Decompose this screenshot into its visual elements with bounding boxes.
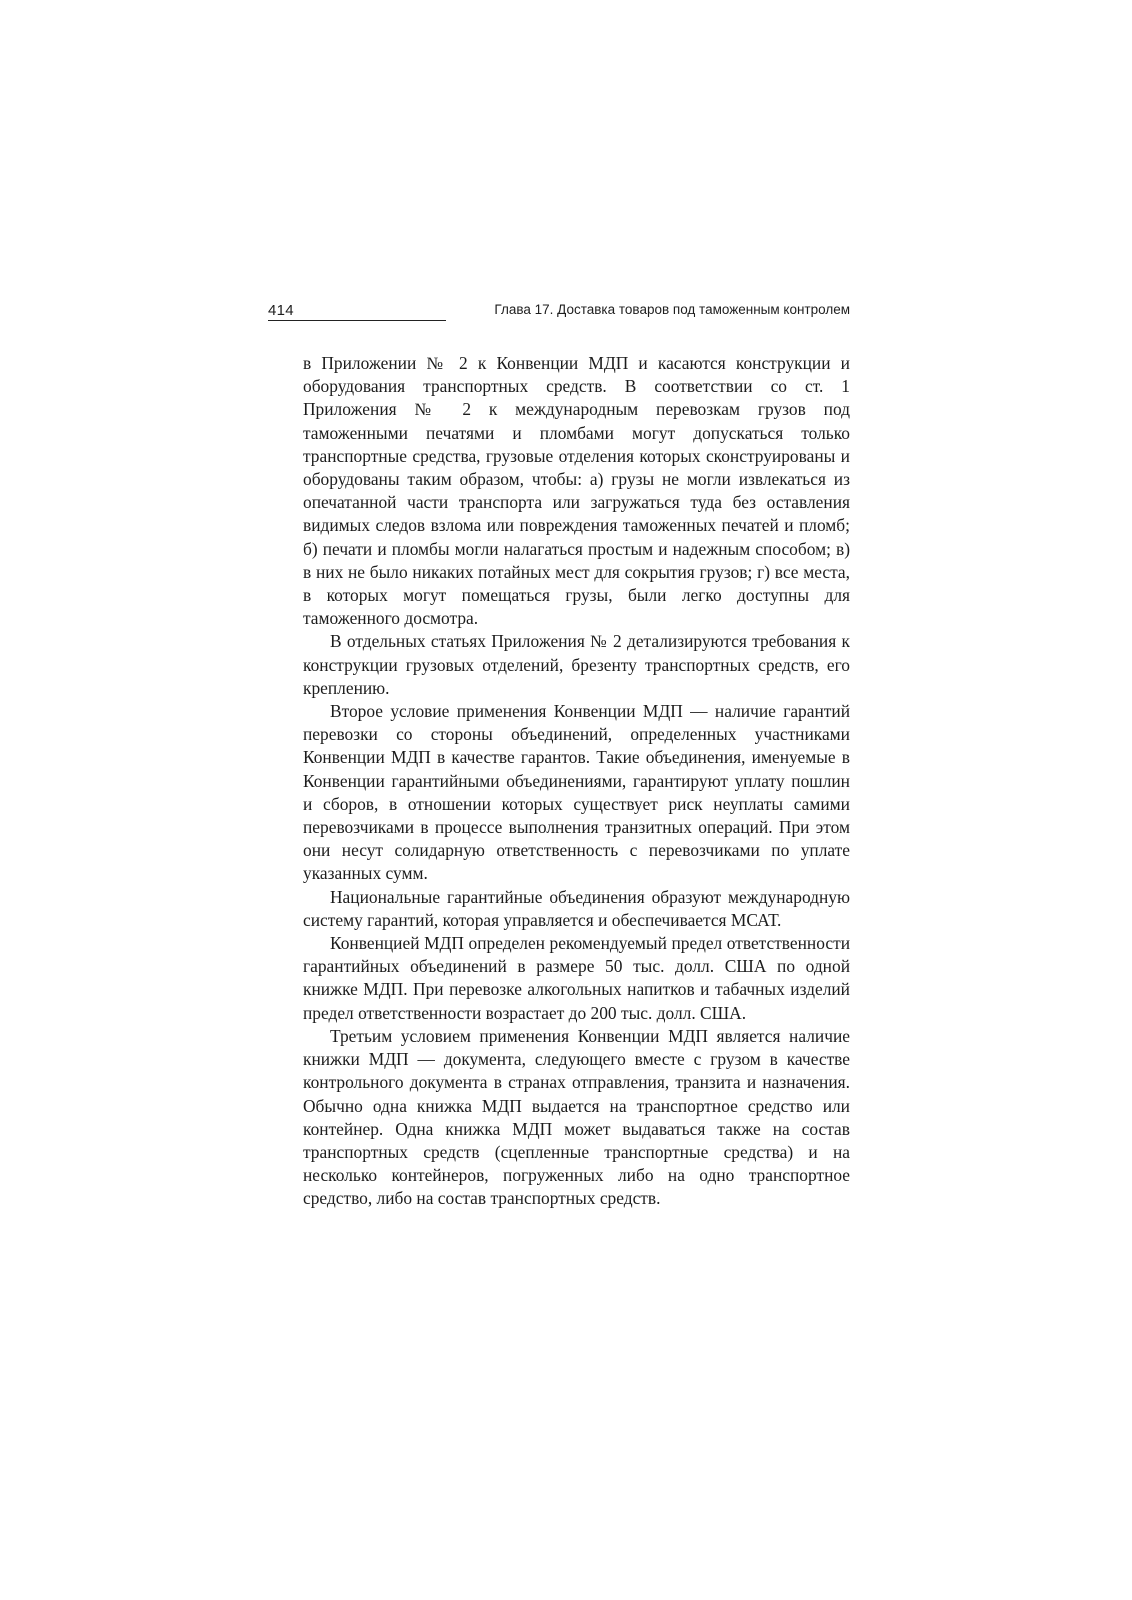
paragraph: Конвенцией МДП определен рекомендуемый предел ответственности гарантийных объединений в размере 50 тыс. долл. США по одной книжке МДП. При перевозке алкогольных напитков и табачных изделий предел ответственности возрастает до 200 тыс. долл. США.	[303, 933, 850, 1023]
header-rule	[268, 320, 446, 321]
paragraph: В отдельных статьях Приложения № 2 детализируются требования к конструкции грузовых отделений, брезенту транспортных средств, его креплению.	[303, 631, 850, 698]
page-number: 414	[268, 302, 294, 319]
running-header	[268, 298, 850, 322]
paragraph: Второе условие применения Конвенции МДП — наличие гарантий перевозки со стороны объединений, определенных участниками Конвенции МДП в качестве гарантов. Такие объединения, именуемые в Конвенции гарантийными объединениями, гарантируют уплату пошлин и сборов, в отношении которых существует риск неуплаты самими перевозчиками в процессе выполнения транзитных операций. При этом они несут солидарную ответственность с перевозчиками по уплате указанных сумм.	[303, 701, 850, 884]
chapter-title: Глава 17. Доставка товаров под таможенным контролем	[494, 302, 850, 317]
paragraph-continued: в Приложении № 2 к Конвенции МДП и касаются конструкции и оборудования транспортных средств. В соответствии со ст. 1 Приложения № 2 к международным перевозкам грузов под таможенными печатями и пломбами могут допускаться только транспортные средства, грузовые отделения которых сконструированы и оборудованы таким образом, чтобы: а) грузы не могли извлекаться из опечатанной части транспорта или загружаться туда без оставления видимых следов взлома или повреждения таможенных печатей и пломб; б) печати и пломбы могли налагаться простым и надежным способом; в) в них не было никаких потайных мест для сокрытия грузов; г) все места, в которых могут помещаться грузы, были легко доступны для таможенного досмотра.	[303, 353, 850, 629]
paragraph: Национальные гарантийные объединения образуют международную систему гарантий, которая управляется и обеспечивается МСАТ.	[303, 886, 850, 930]
body-text	[303, 352, 850, 1211]
paragraph: Третьим условием применения Конвенции МДП является наличие книжки МДП — документа, следующего вместе с грузом в качестве контрольного документа в странах отправления, транзита и назначения. Обычно одна книжка МДП выдается на транспортное средство или контейнер. Одна книжка МДП может выдаваться также на состав транспортных средств (сцепленные транспортные средства) и на несколько контейнеров, погруженных либо на одно транспортное средство, либо на состав транспортных средств.	[303, 1025, 850, 1209]
